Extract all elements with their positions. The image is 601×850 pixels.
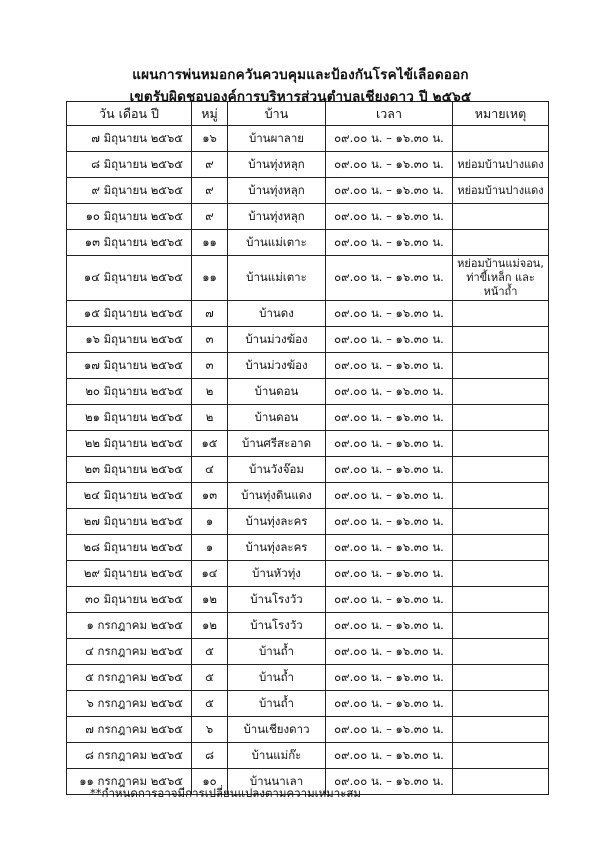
table-row [67, 379, 549, 405]
cell-village: บ้านทุ่งหลุก [228, 152, 326, 178]
cell-note [453, 483, 549, 509]
table-row [67, 256, 549, 301]
cell-village: บ้านเชียงดาว [228, 717, 326, 743]
cell-date: ๑๕ มิถุนายน ๒๕๖๕ [67, 301, 192, 327]
cell-moo: ๖ [192, 717, 228, 743]
table-row [67, 691, 549, 717]
cell-date: ๒๔ มิถุนายน ๒๕๖๕ [67, 483, 192, 509]
cell-note [453, 665, 549, 691]
cell-note [453, 301, 549, 327]
cell-date: ๗ กรกฎาคม ๒๕๖๕ [67, 717, 192, 743]
cell-note [453, 457, 549, 483]
table-row [67, 561, 549, 587]
cell-village: บ้านถ้ำ [228, 639, 326, 665]
cell-moo: ๒ [192, 405, 228, 431]
table-row [67, 587, 549, 613]
cell-village: บ้านถ้ำ [228, 691, 326, 717]
cell-time: ๐๙.๐๐ น. – ๑๖.๓๐ น. [326, 126, 453, 152]
cell-time: ๐๙.๐๐ น. – ๑๖.๓๐ น. [326, 717, 453, 743]
cell-time: ๐๙.๐๐ น. – ๑๖.๓๐ น. [326, 743, 453, 769]
footnote: **กำหนดการอาจมีการเปลี่ยนแปลงตามความเหมาะสม [90, 786, 361, 800]
cell-moo: ๙ [192, 178, 228, 204]
cell-time: ๐๙.๐๐ น. – ๑๖.๓๐ น. [326, 178, 453, 204]
cell-note [453, 126, 549, 152]
cell-date: ๒๑ มิถุนายน ๒๕๖๕ [67, 405, 192, 431]
cell-moo: ๓ [192, 327, 228, 353]
cell-village: บ้านผาลาย [228, 126, 326, 152]
cell-village: บ้านทุ่งละคร [228, 509, 326, 535]
cell-moo: ๘ [192, 743, 228, 769]
table-row [67, 613, 549, 639]
cell-moo: ๑๒ [192, 613, 228, 639]
title-line-1: แผนการพ่นหมอกควันควบคุมและป้องกันโรคไข้เลือดออก [132, 67, 469, 83]
cell-village: บ้านม่วงฆ้อง [228, 353, 326, 379]
table-row [67, 457, 549, 483]
cell-date: ๒๐ มิถุนายน ๒๕๖๕ [67, 379, 192, 405]
cell-time: ๐๙.๐๐ น. – ๑๖.๓๐ น. [326, 665, 453, 691]
cell-note [453, 204, 549, 230]
cell-note [453, 353, 549, 379]
cell-time: ๐๙.๐๐ น. – ๑๖.๓๐ น. [326, 353, 453, 379]
cell-moo: ๑๕ [192, 431, 228, 457]
cell-village: บ้านศรีสะอาด [228, 431, 326, 457]
cell-moo: ๑๑ [192, 230, 228, 256]
cell-date: ๖ กรกฎาคม ๒๕๖๕ [67, 691, 192, 717]
cell-moo: ๓ [192, 353, 228, 379]
cell-note [453, 405, 549, 431]
cell-date: ๓๐ มิถุนายน ๒๕๖๕ [67, 587, 192, 613]
cell-moo: ๑๐ [192, 769, 228, 795]
table-row [67, 301, 549, 327]
cell-note [453, 561, 549, 587]
cell-moo: ๙ [192, 204, 228, 230]
cell-village: บ้านทุ่งหลุก [228, 204, 326, 230]
cell-note [453, 613, 549, 639]
cell-village: บ้านทุ่งหลุก [228, 178, 326, 204]
cell-date: ๒๘ มิถุนายน ๒๕๖๕ [67, 535, 192, 561]
cell-moo: ๕ [192, 691, 228, 717]
cell-time: ๐๙.๐๐ น. – ๑๖.๓๐ น. [326, 639, 453, 665]
cell-note: หย่อมบ้านปางแดง [453, 152, 549, 178]
title-line-2: เขตรับผิดชอบองค์การบริหารส่วนตำบลเชียงดาว ปี ๒๕๖๕ [129, 89, 472, 105]
table-row [67, 178, 549, 204]
cell-time: ๐๙.๐๐ น. – ๑๖.๓๐ น. [326, 405, 453, 431]
cell-time: ๐๙.๐๐ น. – ๑๖.๓๐ น. [326, 230, 453, 256]
cell-time: ๐๙.๐๐ น. – ๑๖.๓๐ น. [326, 431, 453, 457]
cell-note [453, 327, 549, 353]
cell-time: ๐๙.๐๐ น. – ๑๖.๓๐ น. [326, 561, 453, 587]
cell-village: บ้านม่วงฆ้อง [228, 327, 326, 353]
table-row [67, 743, 549, 769]
table-header-row [67, 102, 549, 126]
cell-village: บ้านทุ่งดินแดง [228, 483, 326, 509]
cell-moo: ๗ [192, 301, 228, 327]
cell-date: ๙ มิถุนายน ๒๕๖๕ [67, 178, 192, 204]
header-note: หมายเหตุ [453, 102, 549, 126]
cell-time: ๐๙.๐๐ น. – ๑๖.๓๐ น. [326, 769, 453, 795]
cell-village: บ้านวังจ๊อม [228, 457, 326, 483]
cell-date: ๘ กรกฎาคม ๒๕๖๕ [67, 743, 192, 769]
cell-village: บ้านนาเลา [228, 769, 326, 795]
header-village: บ้าน [228, 102, 326, 126]
cell-note [453, 717, 549, 743]
cell-time: ๐๙.๐๐ น. – ๑๖.๓๐ น. [326, 535, 453, 561]
cell-date: ๑๓ มิถุนายน ๒๕๖๕ [67, 230, 192, 256]
cell-date: ๔ กรกฎาคม ๒๕๖๕ [67, 639, 192, 665]
header-date: วัน เดือน ปี [67, 102, 192, 126]
cell-village: บ้านแม่เตาะ [228, 230, 326, 256]
cell-date: ๕ กรกฎาคม ๒๕๖๕ [67, 665, 192, 691]
table-row [67, 353, 549, 379]
cell-village: บ้านดง [228, 301, 326, 327]
cell-date: ๒๗ มิถุนายน ๒๕๖๕ [67, 509, 192, 535]
table-row [67, 665, 549, 691]
cell-moo: ๑๑ [192, 256, 228, 301]
cell-moo: ๑ [192, 509, 228, 535]
cell-time: ๐๙.๐๐ น. – ๑๖.๓๐ น. [326, 457, 453, 483]
cell-moo: ๕ [192, 665, 228, 691]
cell-note [453, 587, 549, 613]
cell-date: ๑ กรกฎาคม ๒๕๖๕ [67, 613, 192, 639]
cell-date: ๑๐ มิถุนายน ๒๕๖๕ [67, 204, 192, 230]
table-body [67, 126, 549, 795]
cell-village: บ้านโรงวัว [228, 613, 326, 639]
cell-time: ๐๙.๐๐ น. – ๑๖.๓๐ น. [326, 256, 453, 301]
cell-note [453, 769, 549, 795]
cell-time: ๐๙.๐๐ น. – ๑๖.๓๐ น. [326, 509, 453, 535]
cell-date: ๒๓ มิถุนายน ๒๕๖๕ [67, 457, 192, 483]
cell-note [453, 743, 549, 769]
cell-note [453, 639, 549, 665]
table-row [67, 717, 549, 743]
cell-moo: ๑๔ [192, 561, 228, 587]
cell-date: ๒๒ มิถุนายน ๒๕๖๕ [67, 431, 192, 457]
table-row [67, 230, 549, 256]
cell-note [453, 431, 549, 457]
cell-village: บ้านทุ่งละคร [228, 535, 326, 561]
cell-village: บ้านดอน [228, 379, 326, 405]
cell-note [453, 379, 549, 405]
cell-date: ๑๔ มิถุนายน ๒๕๖๕ [67, 256, 192, 301]
table-row [67, 535, 549, 561]
cell-moo: ๑๓ [192, 483, 228, 509]
cell-moo: ๑๒ [192, 587, 228, 613]
cell-village: บ้านหัวทุ่ง [228, 561, 326, 587]
table-row [67, 327, 549, 353]
header-time: เวลา [326, 102, 453, 126]
header-moo: หมู่ [192, 102, 228, 126]
cell-moo: ๕ [192, 639, 228, 665]
table-row [67, 639, 549, 665]
cell-note [453, 230, 549, 256]
cell-date: ๗ มิถุนายน ๒๕๖๕ [67, 126, 192, 152]
cell-village: บ้านแม่เตาะ [228, 256, 326, 301]
cell-time: ๐๙.๐๐ น. – ๑๖.๓๐ น. [326, 327, 453, 353]
table-row [67, 509, 549, 535]
cell-time: ๐๙.๐๐ น. – ๑๖.๓๐ น. [326, 483, 453, 509]
cell-moo: ๑ [192, 535, 228, 561]
cell-moo: ๔ [192, 457, 228, 483]
cell-time: ๐๙.๐๐ น. – ๑๖.๓๐ น. [326, 301, 453, 327]
cell-village: บ้านถ้ำ [228, 665, 326, 691]
cell-village: บ้านดอน [228, 405, 326, 431]
table-row [67, 204, 549, 230]
cell-date: ๑๑ กรกฎาคม ๒๕๖๕ [67, 769, 192, 795]
cell-note [453, 691, 549, 717]
cell-note [453, 535, 549, 561]
cell-date: ๘ มิถุนายน ๒๕๖๕ [67, 152, 192, 178]
cell-moo: ๒ [192, 379, 228, 405]
cell-note: หย่อมบ้านแม่จอน, ท่าขี้เหล็ก และหน้าถ้ำ [453, 256, 549, 301]
cell-date: ๒๙ มิถุนายน ๒๕๖๕ [67, 561, 192, 587]
cell-note [453, 509, 549, 535]
table-row [67, 483, 549, 509]
cell-date: ๑๗ มิถุนายน ๒๕๖๕ [67, 353, 192, 379]
cell-time: ๐๙.๐๐ น. – ๑๖.๓๐ น. [326, 152, 453, 178]
table-row [67, 126, 549, 152]
cell-date: ๑๖ มิถุนายน ๒๕๖๕ [67, 327, 192, 353]
schedule-table [66, 101, 549, 795]
cell-time: ๐๙.๐๐ น. – ๑๖.๓๐ น. [326, 691, 453, 717]
cell-village: บ้านแม่ก๊ะ [228, 743, 326, 769]
cell-moo: ๙ [192, 152, 228, 178]
table-row [67, 405, 549, 431]
cell-moo: ๑๖ [192, 126, 228, 152]
cell-note: หย่อมบ้านปางแดง [453, 178, 549, 204]
table-row [67, 431, 549, 457]
cell-time: ๐๙.๐๐ น. – ๑๖.๓๐ น. [326, 587, 453, 613]
cell-time: ๐๙.๐๐ น. – ๑๖.๓๐ น. [326, 204, 453, 230]
cell-time: ๐๙.๐๐ น. – ๑๖.๓๐ น. [326, 613, 453, 639]
cell-village: บ้านโรงวัว [228, 587, 326, 613]
cell-time: ๐๙.๐๐ น. – ๑๖.๓๐ น. [326, 379, 453, 405]
table-row [67, 152, 549, 178]
